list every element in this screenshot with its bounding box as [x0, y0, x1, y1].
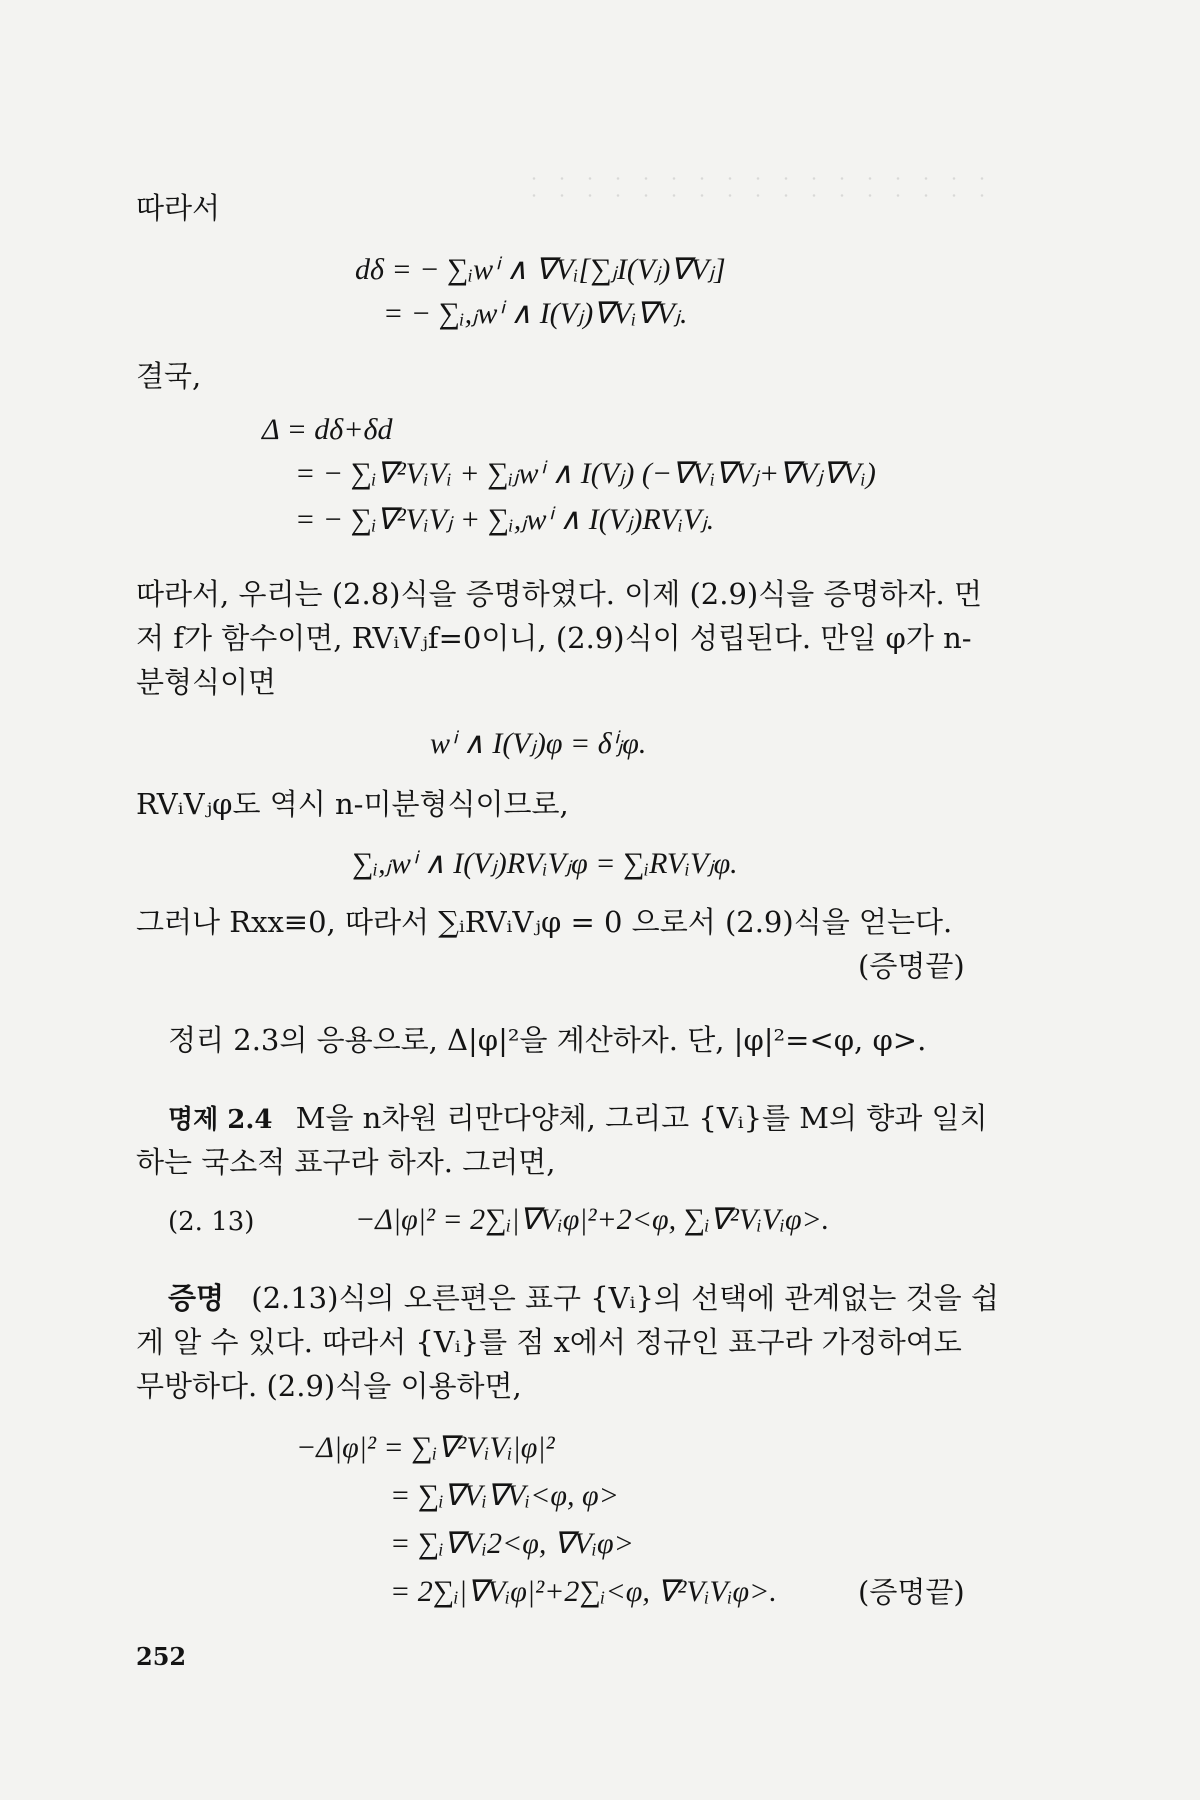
proposition-label: 명제 2.4 — [168, 1105, 273, 1135]
text-line: 그러나 Rxx≡0, 따라서 ∑ᵢRVᵢVⱼφ = 0 으로서 (2.9)식을 얻는다. — [136, 905, 953, 939]
equation: −Δ|φ|² = 2∑ᵢ|∇Vᵢφ|²+2<φ, ∑ᵢ∇²VᵢVᵢφ>. — [355, 1203, 830, 1236]
text-line: RVᵢVⱼφ도 역시 n-미분형식이므로, — [136, 787, 569, 821]
equation: wⁱ ∧ I(Vⱼ)φ = δⁱⱼφ. — [430, 727, 647, 760]
equation-number: (2. 13) — [168, 1207, 255, 1237]
text-line: 하는 국소적 표구라 하자. 그러면, — [136, 1145, 556, 1179]
text-line: 따라서, 우리는 (2.8)식을 증명하였다. 이제 (2.9)식을 증명하자. 먼 — [136, 577, 982, 611]
equation: −Δ|φ|² = ∑ᵢ∇²VᵢVᵢ|φ|² — [296, 1431, 555, 1464]
text-line: 따라서 — [136, 191, 221, 225]
proof-text: (2.13)식의 오른편은 표구 {Vᵢ}의 선택에 관계없는 것을 쉽 — [251, 1281, 999, 1315]
equation: = − ∑ᵢ∇²VᵢVᵢ + ∑ᵢⱼwⁱ ∧ I(Vⱼ) (−∇Vᵢ∇Vⱼ+∇Vⱼ∇Vᵢ) — [295, 457, 876, 490]
equation: dδ = − ∑ᵢwⁱ ∧ ∇Vᵢ[∑ⱼI(Vⱼ)∇Vⱼ] — [355, 253, 726, 286]
text-line: 정리 2.3의 응용으로, Δ|φ|²을 계산하자. 단, |φ|²=<φ, φ>. — [168, 1023, 927, 1057]
qed-mark: (증명끝) — [858, 1575, 965, 1609]
equation: = ∑ᵢ∇Vᵢ∇Vᵢ<φ, φ> — [390, 1479, 619, 1512]
text-line: 분형식이면 — [136, 665, 277, 699]
qed-mark: (증명끝) — [858, 949, 965, 983]
equation: = 2∑ᵢ|∇Vᵢφ|²+2∑ᵢ<φ, ∇²VᵢVᵢφ>. — [390, 1575, 777, 1608]
proposition-line — [168, 1100, 987, 1138]
text-line: 결국, — [136, 359, 202, 393]
text-line: 게 알 수 있다. 따라서 {Vᵢ}를 점 x에서 정규인 표구라 가정하여도 — [136, 1325, 962, 1359]
equation: Δ = dδ+δd — [262, 413, 393, 446]
page-number: 252 — [136, 1642, 187, 1671]
equation: = − ∑ᵢ,ⱼwⁱ ∧ I(Vⱼ)∇Vᵢ∇Vⱼ. — [383, 297, 688, 330]
text-line: 저 f가 함수이면, RVᵢVⱼf=0이니, (2.9)식이 성립된다. 만일 φ가 n- — [136, 621, 972, 655]
proposition-text: M을 n차원 리만다양체, 그리고 {Vᵢ}를 M의 향과 일치 — [295, 1101, 988, 1135]
equation: = ∑ᵢ∇Vᵢ2<φ, ∇Vᵢφ> — [390, 1527, 634, 1560]
equation: = − ∑ᵢ∇²VᵢVⱼ + ∑ᵢ,ⱼwⁱ ∧ I(Vⱼ)RVᵢVⱼ. — [295, 503, 715, 536]
equation: ∑ᵢ,ⱼwⁱ ∧ I(Vⱼ)RVᵢVⱼφ = ∑ᵢRVᵢVⱼφ. — [352, 847, 738, 880]
proof-label: 증명 — [168, 1281, 225, 1315]
scan-speckle — [520, 170, 990, 200]
text-line: 무방하다. (2.9)식을 이용하면, — [136, 1369, 522, 1403]
proof-line — [168, 1280, 999, 1316]
